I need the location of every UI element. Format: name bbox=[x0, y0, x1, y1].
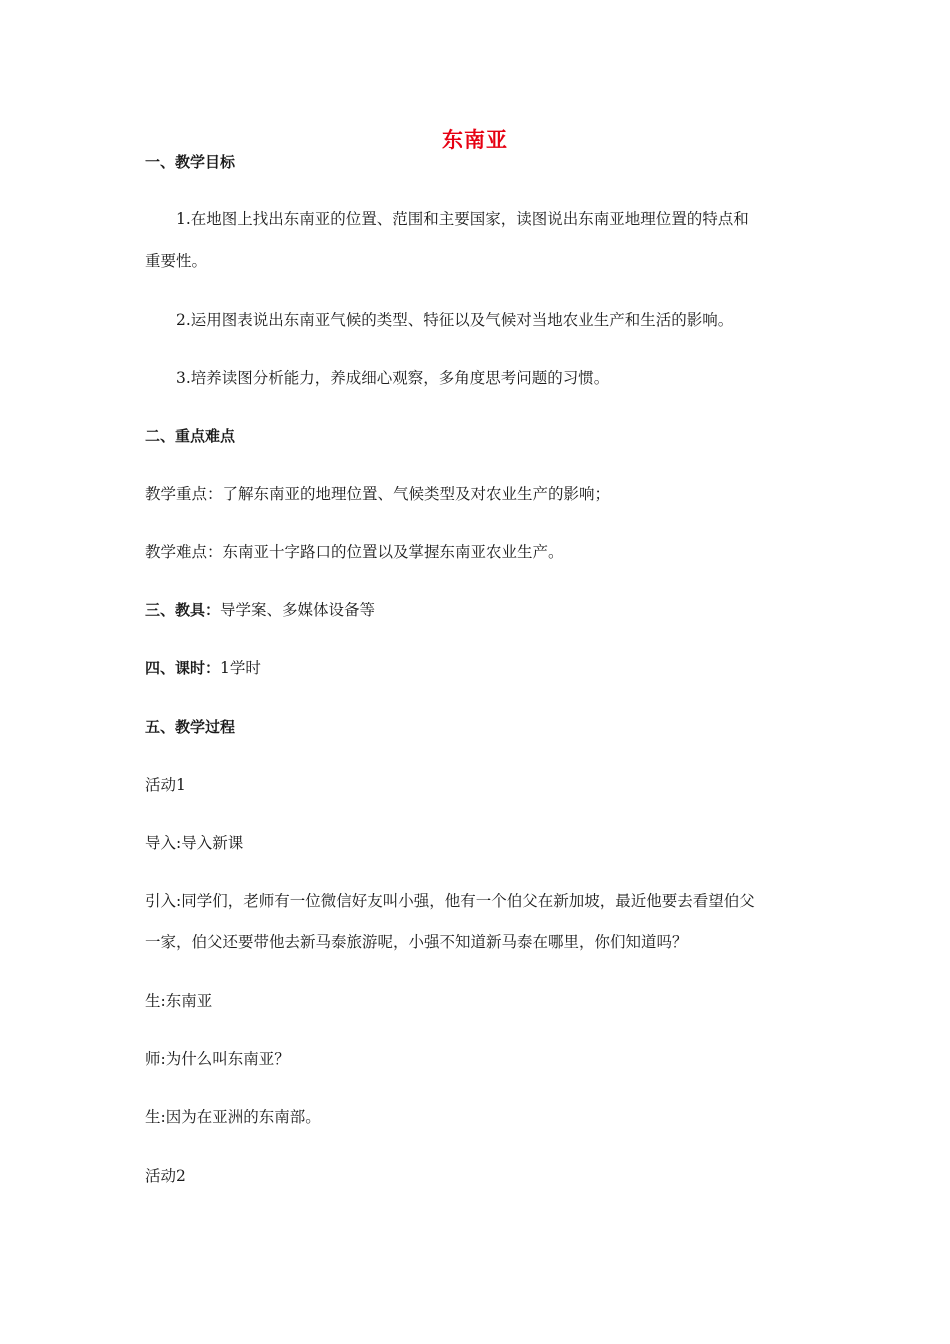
hours-label: 四、课时： bbox=[145, 659, 221, 677]
tools-line bbox=[145, 599, 815, 621]
objective-1-line-2: 重要性。 bbox=[145, 252, 208, 270]
objectives-heading: 一、教学目标 bbox=[145, 153, 236, 171]
teacher-question-1: 师:为什么叫东南亚？ bbox=[145, 1050, 290, 1068]
keypoints-heading: 二、重点难点 bbox=[145, 427, 236, 445]
lead-line-2: 一家，伯父还要带他去新马泰旅游呢，小强不知道新马泰在哪里，你们知道吗？ bbox=[145, 933, 688, 951]
document-title: 东南亚 bbox=[442, 128, 508, 152]
objective-2: 2.运用图表说出东南亚气候的类型、特征以及气候对当地农业生产和生活的影响。 bbox=[176, 311, 734, 329]
hours-value: 1学时 bbox=[220, 659, 261, 677]
activity-2: 活动2 bbox=[145, 1167, 186, 1185]
hours-line bbox=[145, 657, 815, 679]
objective-3: 3.培养读图分析能力，养成细心观察，多角度思考问题的习惯。 bbox=[176, 369, 610, 387]
activity-1: 活动1 bbox=[145, 776, 186, 794]
lead-line-1: 引入:同学们，老师有一位微信好友叫小强，他有一个伯父在新加坡，最近他要去看望伯父 bbox=[145, 892, 755, 910]
intro-line: 导入:导入新课 bbox=[145, 834, 244, 852]
tools-value: 导学案、多媒体设备等 bbox=[220, 601, 376, 619]
process-heading: 五、教学过程 bbox=[145, 718, 236, 736]
student-answer-2: 生:因为在亚洲的东南部。 bbox=[145, 1108, 321, 1126]
teaching-focus: 教学重点：了解东南亚的地理位置、气候类型及对农业生产的影响； bbox=[145, 485, 611, 503]
tools-label: 三、教具： bbox=[145, 601, 221, 619]
objective-1-line-1: 1.在地图上找出东南亚的位置、范围和主要国家，读图说出东南亚地理位置的特点和 bbox=[176, 210, 749, 228]
teaching-difficulty: 教学难点：东南亚十字路口的位置以及掌握东南亚农业生产。 bbox=[145, 543, 564, 561]
student-answer-1: 生:东南亚 bbox=[145, 992, 213, 1010]
